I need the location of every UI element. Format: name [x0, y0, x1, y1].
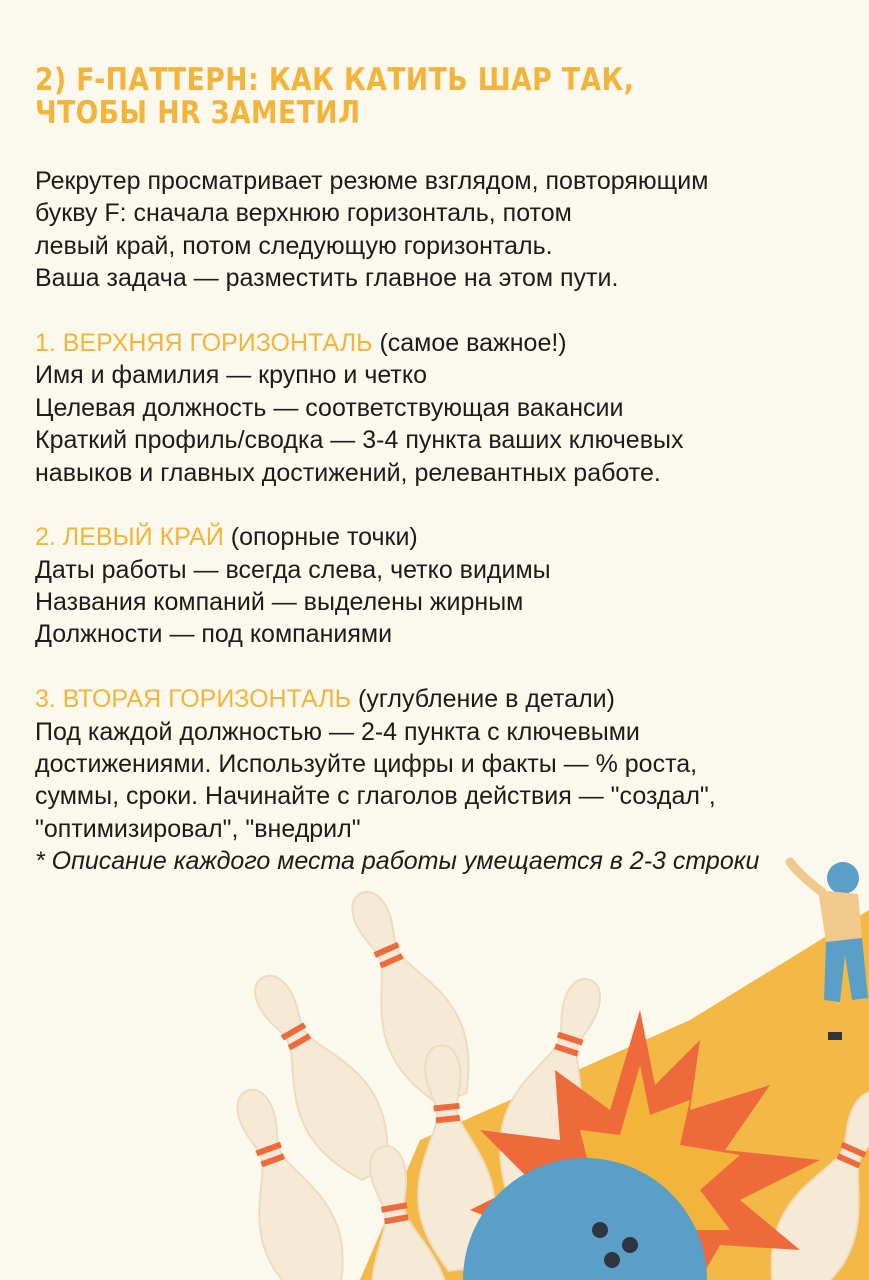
title-line-2: ЧТОБЫ HR ЗАМЕТИЛ — [35, 95, 361, 131]
section-3-line: суммы, сроки. Начинайте с глаголов действия — "создал", — [35, 782, 716, 811]
section-1-line: Целевая должность — соответствующая вакансии — [35, 393, 624, 422]
section-3-header — [35, 683, 855, 715]
intro-line-3: левый край, потом следующую горизонталь. — [35, 231, 553, 260]
section-3-line: достижениями. Используйте цифры и факты — % роста, — [35, 750, 698, 779]
section-2-line: Названия компаний — выделены жирным — [35, 588, 524, 617]
section-2-line: Даты работы — всегда слева, четко видимы — [35, 555, 551, 584]
section-3-line: "оптимизировал", "внедрил" — [35, 814, 361, 843]
section-1-line: Имя и фамилия — крупно и четко — [35, 361, 427, 390]
section-1-note: (самое важное!) — [372, 328, 567, 357]
content-body — [35, 165, 855, 878]
section-1-line: навыков и главных достижений, релевантных работе. — [35, 458, 661, 487]
intro-line-1: Рекрутер просматривает резюме взглядом, повторяющим — [35, 167, 709, 195]
section-2-heading: 2. ЛЕВЫЙ КРАЙ — [35, 523, 224, 552]
section-3-footnote: * Описание каждого места работы умещается в 2-3 строки — [35, 847, 760, 876]
section-2-line: Должности — под компаниями — [35, 620, 393, 649]
page-title — [35, 64, 723, 130]
section-3-heading: 3. ВТОРАЯ ГОРИЗОНТАЛЬ — [35, 685, 352, 714]
intro-line-2: букву F: сначала верхнюю горизонталь, потом — [35, 199, 572, 228]
section-2-header — [35, 521, 855, 553]
section-1-line: Краткий профиль/сводка — 3-4 пункта ваших ключевых — [35, 426, 684, 455]
section-1-header — [35, 327, 855, 359]
title-line-1: 2) F-ПАТТЕРН: КАК КАТИТЬ ШАР ТАК, — [35, 62, 635, 98]
section-3-line: Под каждой должностью — 2-4 пункта с ключевыми — [35, 717, 640, 746]
bowling-illustration — [0, 850, 869, 1280]
section-3-note: (углубление в детали) — [351, 685, 615, 714]
section-1-heading: 1. ВЕРХНЯЯ ГОРИЗОНТАЛЬ — [35, 328, 373, 357]
section-2-note: (опорные точки) — [223, 523, 418, 552]
intro-line-4: Ваша задача — разместить главное на этом пути. — [35, 264, 619, 293]
